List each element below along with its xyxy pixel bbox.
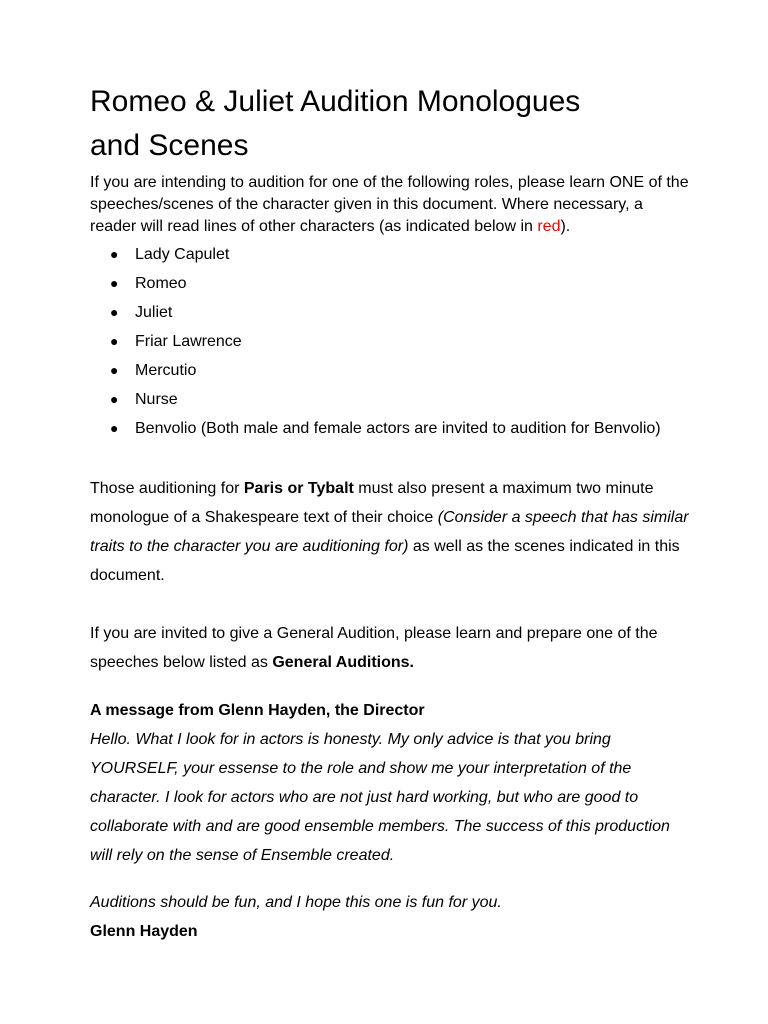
list-item-role	[90, 327, 690, 356]
role-label: Juliet	[135, 304, 173, 321]
italic-note: (Consider a speech that has similar traits to the character you are auditioning for)	[90, 509, 689, 555]
bullet-icon: ●	[110, 391, 119, 407]
role-label: Mercutio	[135, 362, 197, 379]
bullet-icon: ●	[110, 420, 119, 436]
document-page	[90, 80, 690, 946]
role-label: Friar Lawrence	[135, 333, 242, 350]
general-audition-paragraph	[90, 619, 690, 677]
paragraph-text: must also present a maximum two minute monologue of a Shakespeare text of their choice	[90, 480, 654, 526]
list-item-role	[90, 240, 690, 269]
role-label: Romeo	[135, 275, 187, 292]
paragraph-text: If you are invited to give a General Audition, please learn and prepare one of the speeches below listed as	[90, 625, 658, 671]
intro-text-end: ).	[560, 218, 571, 235]
list-item-role	[90, 356, 690, 385]
list-item-role	[90, 298, 690, 327]
intro-text: If you are intending to audition for one of the following roles, please learn ONE of the speeches/scenes of the character given in this document. Where necessary, a reader will read lines of other characters (as indicated below in	[90, 174, 689, 235]
bold-roles: Paris or Tybalt	[243, 480, 354, 497]
bullet-icon: ●	[110, 275, 119, 291]
role-label: Benvolio (Both male and female actors are invited to audition for Benvolio)	[135, 420, 661, 437]
bullet-icon: ●	[110, 362, 119, 378]
list-item-role	[90, 385, 690, 414]
paris-tybalt-paragraph	[90, 474, 690, 590]
intro-paragraph	[90, 172, 690, 238]
bullet-icon: ●	[110, 333, 119, 349]
director-message-body: Hello. What I look for in actors is honesty. My only advice is that you bring YOURSELF, your essense to the role and show me your interpretation of the character. I look for actors who are not just hard working, but who are good to collaborate with and are good ensemble members. The success of this production will rely on the sense of Ensemble created.	[90, 731, 670, 864]
document-title	[90, 80, 690, 168]
bullet-icon: ●	[110, 304, 119, 320]
paragraph-text: as well as the scenes indicated in this document.	[90, 538, 680, 584]
role-label: Nurse	[135, 391, 178, 408]
bullet-icon: ●	[110, 246, 119, 262]
list-item-role	[90, 414, 690, 443]
title-line-1: Romeo & Juliet Audition Monologues	[90, 85, 581, 118]
director-message-closing: Auditions should be fun, and I hope this one is fun for you.	[90, 894, 502, 911]
director-message-heading: A message from Glenn Hayden, the Director	[90, 702, 425, 719]
red-highlight-word: red	[537, 218, 561, 235]
director-signature: Glenn Hayden	[90, 923, 198, 940]
paragraph-text: Those auditioning for	[90, 480, 244, 497]
role-label: Lady Capulet	[135, 246, 230, 263]
title-line-2: and Scenes	[90, 129, 249, 162]
roles-list	[90, 240, 690, 443]
bold-general-auditions: General Auditions.	[272, 654, 414, 671]
list-item-role	[90, 269, 690, 298]
